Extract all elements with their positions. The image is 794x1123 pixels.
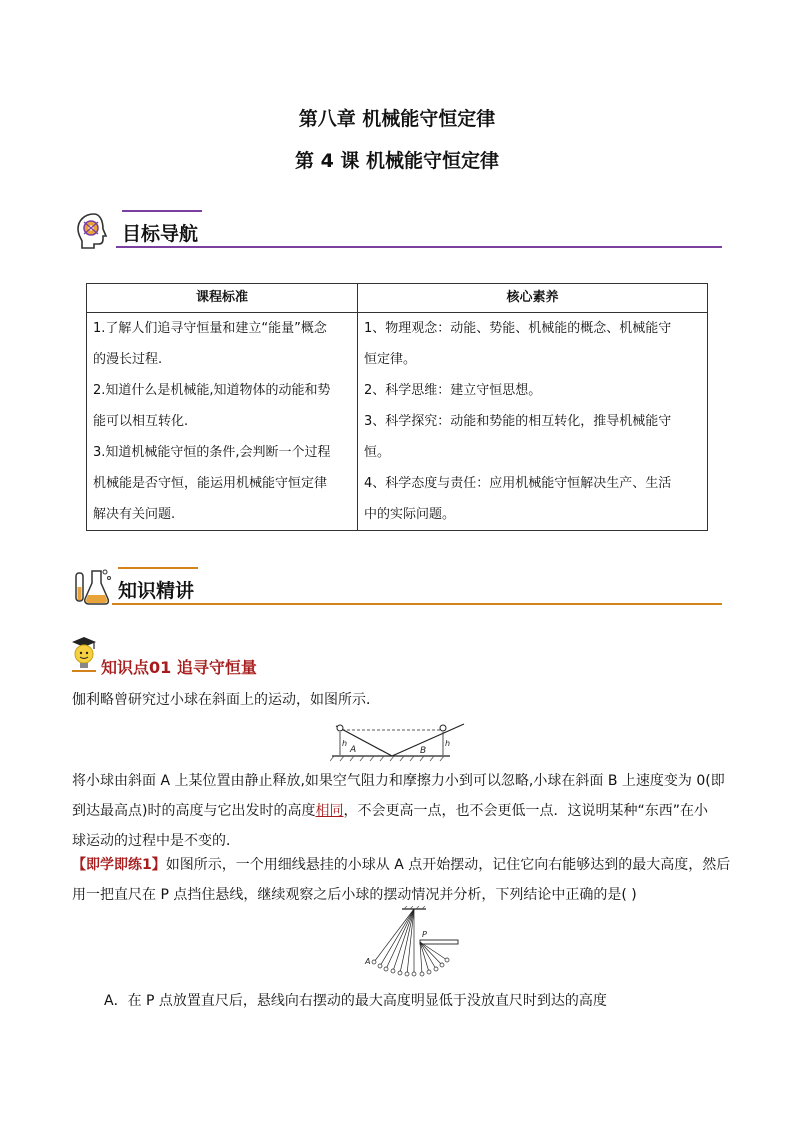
knowledge-point-title: 知识点01 追寻守恒量 [101,658,257,677]
figure1-label-h2: h [445,739,451,748]
figure1-label-b: B [420,746,427,756]
figure1-label-a: A [350,745,357,755]
brain-gear-icon [72,208,116,252]
highlight-link[interactable]: 相同 [315,803,344,819]
text-line: 机械能是否守恒，能运用机械能守恒定律 [93,476,328,491]
text-line: 恒定律。 [364,352,417,367]
table-header-standards: 课程标准 [87,284,358,313]
section-topline [118,567,198,569]
text-line: 恒。 [364,445,391,460]
flask-icon [72,565,114,607]
section-title-goals: 目标导航 [122,223,199,245]
exercise-line [72,850,732,880]
standards-table [86,283,708,531]
section-title-knowledge: 知识精讲 [118,580,195,602]
paragraph-line: 球运动的过程中是不变的． [72,833,240,849]
text-line: 2.知道什么是机械能,知道物体的动能和势 [93,383,331,398]
exercise-text: 如图所示，一个用细线悬挂的小球从 A 点开始摆动，记住它向右能够达到的最大高度，然后 [165,857,731,873]
exercise-line: 用一把直尺在 P 点挡住悬线，继续观察之后小球的摆动情况并分析，下列结论中正确的是( ) [72,887,637,903]
figure2-label-p: P [422,930,427,939]
text-line: 的漫长过程. [93,352,163,367]
exercise-tag: 【即学即练1】 [72,857,166,873]
text-line: 3.知道机械能守恒的条件,会判断一个过程 [93,445,331,460]
paragraph-line: 将小球由斜面 A 上某位置由静止释放,如果空气阻力和摩擦力小到可以忽略,小球在斜面 B 上速度变为 0(即 [72,773,725,789]
paragraph-line [72,796,732,826]
table-cell-standards [87,313,358,531]
paragraph-text: ，不会更高一点，也不会更低一点．这说明某种“东西”在小 [343,803,708,819]
paragraph-text: 到达最高点)时的高度与它出发时的高度 [72,803,316,819]
text-line: 2、科学思维：建立守恒思想。 [364,383,542,398]
text-line: 解决有关问题. [93,507,176,522]
section-topline [122,210,202,212]
section-divider [112,603,722,605]
text-line: 能可以相互转化. [93,414,189,429]
table-header-literacy: 核心素养 [358,284,708,313]
lesson-title: 第 4 课 机械能守恒定律 [294,150,500,172]
text-line: 4、科学态度与责任：应用机械能守恒解决生产、生活 [364,476,672,491]
intro-paragraph: 伽利略曾研究过小球在斜面上的运动，如图所示． [72,692,380,708]
section-divider [116,246,722,248]
option-a[interactable]: A．在 P 点放置直尺后，悬线向右摆动的最大高度明显低于没放直尺时到达的高度 [104,993,607,1009]
figure1-label-h1: h [342,739,348,748]
figure2-label-a: A [365,957,371,966]
text-line: 3、科学探究：动能和势能的相互转化，推导机械能守 [364,414,672,429]
table-cell-literacy [358,313,708,531]
incline-figure [330,722,466,764]
chapter-title: 第八章 机械能守恒定律 [298,108,496,130]
lightbulb-graduate-icon [68,634,100,674]
text-line: 1、物理观念：动能、势能、机械能的概念、机械能守 [364,321,672,336]
text-line: 1.了解人们追寻守恒量和建立“能量”概念 [93,321,327,336]
pendulum-figure [362,906,462,982]
text-line: 中的实际问题。 [364,507,456,522]
